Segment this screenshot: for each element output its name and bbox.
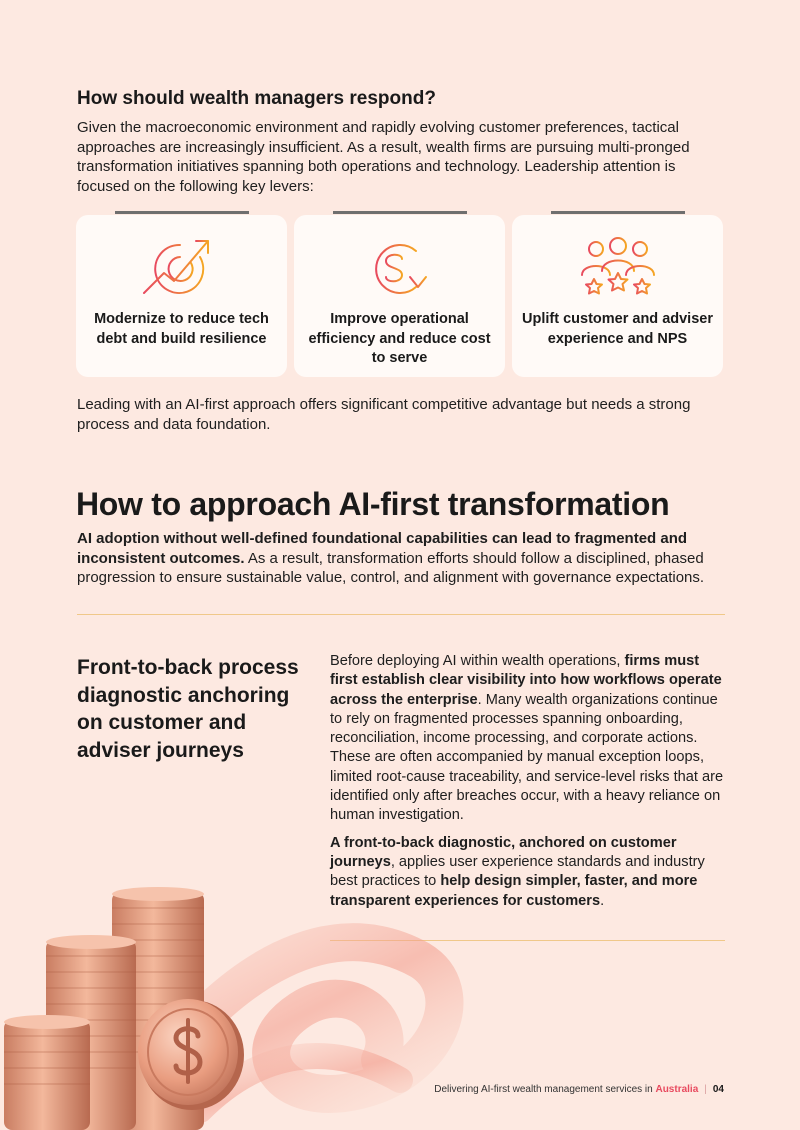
lever-card-label: Uplift customer and adviser experience and NPS (522, 311, 713, 347)
emphasis: firms must first establish clear visibility into how workflows operate across the enterprise (330, 653, 722, 708)
text: , applies user experience standards and industry best practices to (330, 853, 705, 890)
footer-text: Delivering AI-first wealth management services in (434, 1084, 656, 1095)
card-top-bar (333, 211, 467, 214)
page-footer (434, 1084, 724, 1095)
outro-paragraph: Leading with an AI-first approach offers significant competitive advantage but needs a strong process and data foundation. (77, 396, 691, 433)
growth-target-icon (140, 233, 220, 305)
card-top-bar (115, 211, 249, 214)
diagnostic-heading: Front-to-back process diagnostic anchoring on customer and adviser journeys (77, 656, 299, 762)
diagnostic-paragraph (330, 652, 730, 826)
lever-card-experience (512, 215, 723, 377)
page-number: 04 (712, 1084, 724, 1095)
intro-paragraph: Given the macroeconomic environment and rapidly evolving customer preferences, tactical approaches are increasingly insufficient. As a result, wealth firms are pursuing multi-pronged transformation initiatives spanning both operations and technology. Leadership attention is focused on the following key levers: (77, 119, 690, 195)
footer-separator: | (704, 1084, 707, 1095)
lead-paragraph (77, 529, 732, 588)
emphasis: help design simpler, faster, and more transparent experiences for customers (330, 873, 698, 909)
lever-card-modernize (76, 215, 287, 377)
people-stars-icon (574, 233, 662, 305)
text: . Many wealth organizations continue to rely on fragmented processes spanning onboarding, reconciliation, income processing, and corporate actions. These are often accompanied by manual exception loops, limited root-cause traceability, and service-level risks that are identified only after breaches occur, with a heavy reliance on human investigation. (330, 691, 724, 824)
text: . (600, 892, 605, 909)
dollar-down-icon (358, 233, 438, 305)
page-title: How to approach AI-first transformation (76, 486, 670, 522)
lever-card-efficiency (294, 215, 505, 377)
coins-illustration (0, 850, 470, 1130)
emphasis: A front-to-back diagnostic, anchored on customer journeys (330, 834, 677, 870)
lever-card-label: Modernize to reduce tech debt and build resilience (94, 311, 269, 347)
card-top-bar (551, 211, 685, 214)
text: Before deploying AI within wealth operations, (330, 653, 625, 669)
footer-accent: Australia (655, 1084, 699, 1095)
lead-emphasis: AI adoption without well-defined foundational capabilities can lead to fragmented and inconsistent outcomes. (77, 530, 688, 567)
coin-stack (4, 1015, 90, 1130)
section-heading: How should wealth managers respond? (77, 88, 436, 109)
divider (77, 614, 725, 615)
lead-text: As a result, transformation efforts should follow a disciplined, phased progression to ensure sustainable value, control, and alignment with governance expectations. (77, 549, 705, 586)
lever-card-label: Improve operational efficiency and reduce cost to serve (308, 311, 491, 366)
